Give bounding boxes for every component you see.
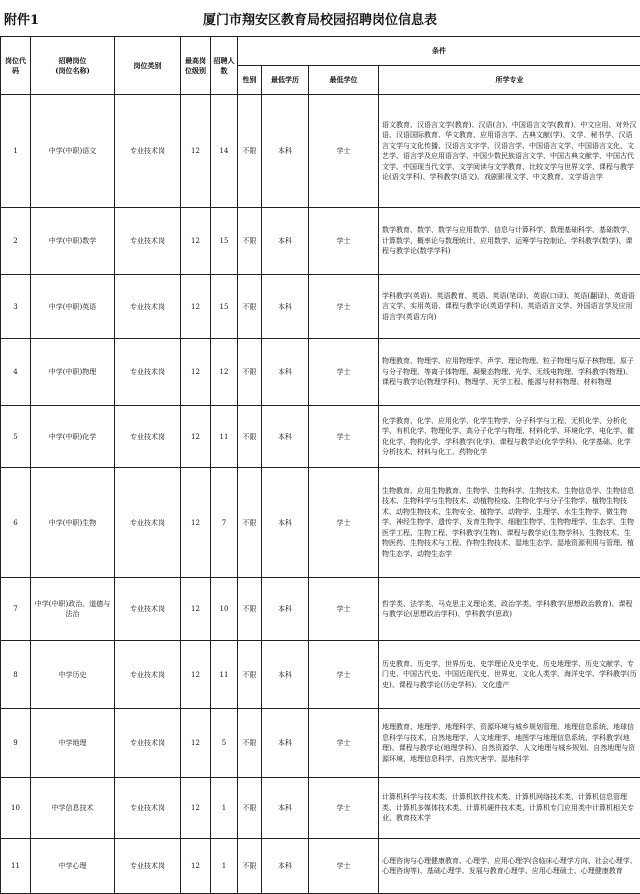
row-degree: 学士 [309, 641, 379, 709]
row-level: 12 [181, 406, 211, 468]
row-category: 专业技术岗 [115, 275, 181, 339]
row-gender: 不限 [238, 578, 262, 641]
row-education: 本科 [262, 778, 309, 839]
row-category: 专业技术岗 [115, 339, 181, 406]
row-code: 10 [1, 778, 31, 839]
row-gender: 不限 [238, 208, 262, 275]
row-count: 15 [211, 275, 238, 339]
row-education: 本科 [262, 275, 309, 339]
row-level: 12 [181, 578, 211, 641]
row-major: 历史教育、历史学、世界历史、史学理论及史学史、历史地理学、历史文献学、专门史、中国古代史、中国近现代史、世界史、文化人类学、海洋史学、学科教学(历史)、课程与教学论(历史学科)、文化遗产 [379, 641, 640, 709]
row-major: 生物教育、应用生物教育、生物学、生物科学、生物技术、生物信息学、生物信息技术、生物科学与生物技术、动植物检疫、生物化学与分子生物学、植物生物技术、动物生物技术、生物安全、植物学、动物学、生理学、水生生物学、微生物学、神经生物学、遗传学、发育生物学、细胞生物学、生物物理学、生态学、生物医学工程、生物工程、学科教学(生物)、课程与教学论(生物学科)、生物技术、生物医药、生物技术与工程、作物生物技术、湿地生态学、湿地资源利用与管理、植物生态学、动物生态学 [379, 468, 640, 578]
row-code: 6 [1, 468, 31, 578]
row-degree: 学士 [309, 208, 379, 275]
row-level: 12 [181, 275, 211, 339]
row-education: 本科 [262, 339, 309, 406]
row-major: 计算机科学与技术类、计算机软件技术类、计算机网络技术类、计算机信息管理类、计算机多媒体技术类、计算机硬件技术类、计算机专门应用类中计算机相关专业、教育技术学 [379, 778, 640, 839]
row-code: 9 [1, 709, 31, 778]
row-category: 专业技术岗 [115, 208, 181, 275]
page-title: 厦门市翔安区教育局校园招聘岗位信息表 [0, 9, 640, 28]
row-position-name: 中学(中职)语文 [31, 95, 115, 208]
row-level: 12 [181, 778, 211, 839]
positions-table [0, 36, 640, 894]
row-major: 化学教育、化学、应用化学、化学生物学、分子科学与工程、无机化学、分析化学、有机化学、物理化学、高分子化学与物理、材料化学、环境化学、电化学、催化化学、物构化学、学科教学(化学)、课程与教学论(化学学科)、化学基础、化学分析技术、材料与化工、药物化学 [379, 406, 640, 468]
header-conditions: 条件 [238, 37, 640, 66]
table-row [1, 709, 640, 778]
row-gender: 不限 [238, 641, 262, 709]
row-gender: 不限 [238, 839, 262, 894]
row-degree: 学士 [309, 406, 379, 468]
header-count: 招聘人数 [211, 37, 238, 95]
row-category: 专业技术岗 [115, 778, 181, 839]
row-position-name: 中学(中职)化学 [31, 406, 115, 468]
row-position-name: 中学(中职)英语 [31, 275, 115, 339]
row-category: 专业技术岗 [115, 406, 181, 468]
row-count: 10 [211, 578, 238, 641]
header-name-line1: 招聘岗位 [59, 56, 87, 65]
row-major: 语文教育、汉语言文学(教育)、汉语(言)、中国语言文学(教育)、中文应用、对外汉语、汉语国际教育、华文教育、应用语言学、古典文献(学)、文学、秘书学、汉语言文学与文化传播、汉语言文字学、汉语言学、中国语言文学、中国语言文化、文艺学、语言学及应用语言学、中国少数民族语言文学、中国古典文献学、中国古代文学、中国现当代文学、文学阅读与文学教育、比较文学与世界文学、课程与教学论(语文学科)、学科教学(语文)、戏剧影视文学、中文教育、文学语言学 [379, 95, 640, 208]
row-degree: 学士 [309, 339, 379, 406]
page-header [0, 0, 640, 36]
row-code: 2 [1, 208, 31, 275]
row-category: 专业技术岗 [115, 468, 181, 578]
row-gender: 不限 [238, 406, 262, 468]
header-degree: 最低学位 [309, 66, 379, 95]
row-code: 7 [1, 578, 31, 641]
header-gender: 性别 [238, 66, 262, 95]
row-education: 本科 [262, 578, 309, 641]
header-category: 岗位类别 [115, 37, 181, 95]
table-row [1, 95, 640, 208]
row-position-name: 中学信息技术 [31, 778, 115, 839]
row-major: 地理教育、地理学、地理科学、资源环境与城乡规划管理、地理信息系统、地球信息科学与技术、自然地理学、人文地理学、地图学与地理信息系统、学科教学(地理)、课程与教学论(地理学科)、自然资源学、人文地理与城乡规划、自然地理与资源环境、地理信息科学、自然灾害学、湿地科学 [379, 709, 640, 778]
row-category: 专业技术岗 [115, 641, 181, 709]
row-gender: 不限 [238, 339, 262, 406]
header-major: 所学专业 [379, 66, 640, 95]
table-row [1, 208, 640, 275]
row-education: 本科 [262, 95, 309, 208]
row-level: 12 [181, 641, 211, 709]
row-category: 专业技术岗 [115, 95, 181, 208]
row-category: 专业技术岗 [115, 709, 181, 778]
row-level: 12 [181, 95, 211, 208]
row-count: 11 [211, 406, 238, 468]
row-degree: 学士 [309, 578, 379, 641]
table-row [1, 468, 640, 578]
row-position-name: 中学(中职)政治、道德与法治 [31, 578, 115, 641]
row-gender: 不限 [238, 778, 262, 839]
header-name [31, 37, 115, 95]
row-position-name: 中学心理 [31, 839, 115, 894]
row-education: 本科 [262, 406, 309, 468]
row-degree: 学士 [309, 95, 379, 208]
row-category: 专业技术岗 [115, 839, 181, 894]
row-position-name: 中学历史 [31, 641, 115, 709]
row-count: 11 [211, 641, 238, 709]
table-row [1, 339, 640, 406]
row-code: 8 [1, 641, 31, 709]
table-row [1, 406, 640, 468]
row-position-name: 中学地理 [31, 709, 115, 778]
row-level: 12 [181, 339, 211, 406]
row-major: 心理咨询与心理健康教育、心理学、应用心理学(含临床心理学方向、社会心理学、心理咨询等)、基础心理学、发展与教育心理学、应用心理硕士、心理健康教育 [379, 839, 640, 894]
header-level: 最高岗位级别 [181, 37, 211, 95]
row-education: 本科 [262, 839, 309, 894]
row-count: 5 [211, 709, 238, 778]
table-row [1, 275, 640, 339]
row-count: 15 [211, 208, 238, 275]
table-row [1, 839, 640, 894]
row-gender: 不限 [238, 468, 262, 578]
row-degree: 学士 [309, 275, 379, 339]
row-code: 5 [1, 406, 31, 468]
row-position-name: 中学(中职)物理 [31, 339, 115, 406]
row-level: 12 [181, 468, 211, 578]
row-count: 1 [211, 839, 238, 894]
table-row [1, 578, 640, 641]
row-major: 学科教学(英语)、英语教育、英语、英语(笔译)、英语(口译)、英语(翻译)、英语语言文学、实用英语、课程与教学论(英语学科)、英语语言文学、外国语言学及应用语言学(英语方向) [379, 275, 640, 339]
row-code: 11 [1, 839, 31, 894]
row-count: 14 [211, 95, 238, 208]
row-code: 3 [1, 275, 31, 339]
row-education: 本科 [262, 641, 309, 709]
row-count: 1 [211, 778, 238, 839]
row-degree: 学士 [309, 839, 379, 894]
row-degree: 学士 [309, 778, 379, 839]
row-major: 哲学类、法学类、马克思主义理论类、政治学类、学科教学(思想政治教育)、课程与教学论(思想政治学科)、学科教学(思政) [379, 578, 640, 641]
row-position-name: 中学(中职)生物 [31, 468, 115, 578]
row-degree: 学士 [309, 468, 379, 578]
table-row [1, 641, 640, 709]
annex-label: 附件1 [4, 9, 39, 28]
row-education: 本科 [262, 468, 309, 578]
row-education: 本科 [262, 208, 309, 275]
header-name-line2: (岗位名称) [55, 66, 90, 75]
row-degree: 学士 [309, 709, 379, 778]
row-gender: 不限 [238, 275, 262, 339]
row-position-name: 中学(中职)数学 [31, 208, 115, 275]
row-gender: 不限 [238, 709, 262, 778]
row-code: 1 [1, 95, 31, 208]
table-header-row [1, 37, 640, 66]
row-count: 12 [211, 339, 238, 406]
row-level: 12 [181, 709, 211, 778]
row-education: 本科 [262, 709, 309, 778]
row-level: 12 [181, 208, 211, 275]
header-education: 最低学历 [262, 66, 309, 95]
row-code: 4 [1, 339, 31, 406]
row-level: 12 [181, 839, 211, 894]
row-count: 7 [211, 468, 238, 578]
table-row [1, 778, 640, 839]
row-category: 专业技术岗 [115, 578, 181, 641]
header-code: 岗位代码 [1, 37, 31, 95]
row-major: 物理教育、物理学、应用物理学、声学、理论物理、粒子物理与原子核物理、原子与分子物理、等离子体物理、凝聚态物理、光学、无线电物理、学科教学(物理)、课程与教学论(物理学科)、物理学、光学工程、能源与材料物理、材料物理 [379, 339, 640, 406]
row-major: 数学教育、数学、数学与应用数学、信息与计算科学、数理基础科学、基础数学、计算数学、概率论与数理统计、应用数学、运筹学与控制论、学科教学(数学)、课程与教学论(数学学科) [379, 208, 640, 275]
row-gender: 不限 [238, 95, 262, 208]
